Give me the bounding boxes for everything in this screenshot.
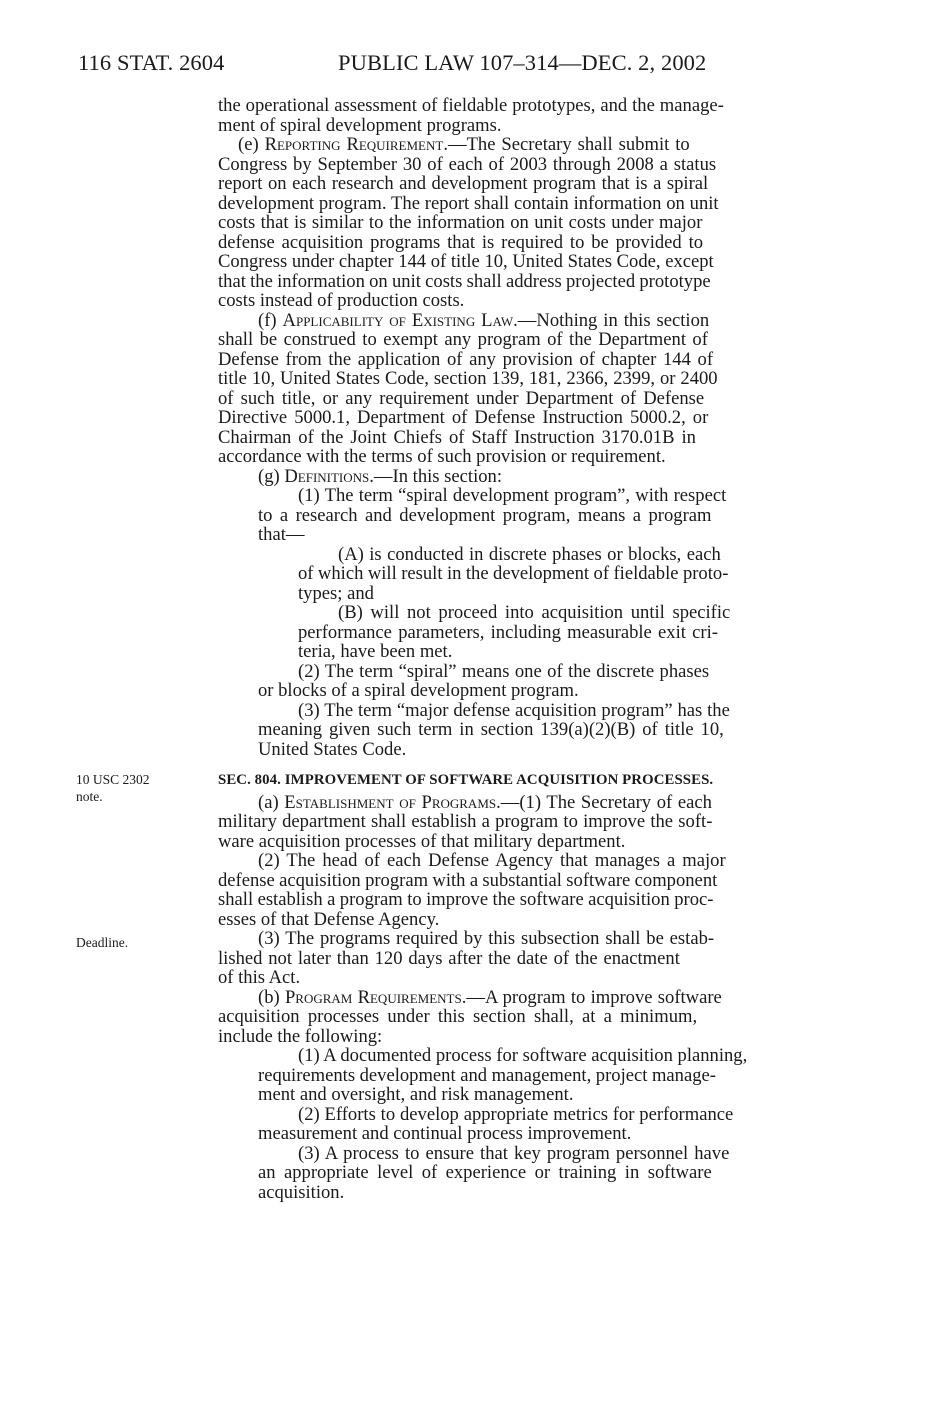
page-body — [218, 96, 843, 1202]
subsection-804b-caption: Program Requirements. — [284, 986, 467, 1008]
text-line: Congress by September 30 of each of 2003 through 2008 a status — [218, 153, 717, 175]
text-line: esses of that Defense Agency. — [218, 908, 440, 930]
text-line: report on each research and development program that is a spiral — [218, 173, 709, 194]
text-line: costs instead of production costs. — [218, 290, 465, 311]
text-line: shall establish a program to improve the software acquisition proc- — [218, 889, 714, 910]
text-line: to a research and development program, means a program — [258, 504, 712, 526]
text-line: (3) A process to ensure that key program personnel have — [298, 1142, 730, 1164]
subsection-f-heading — [218, 311, 843, 331]
text-line: defense acquisition programs that is required to be provided to — [218, 231, 704, 253]
text-line: development program. The report shall contain information on unit — [218, 192, 719, 214]
text-line: title 10, United States Code, section 139, 181, 2366, 2399, or 2400 — [218, 368, 718, 389]
text-line: performance parameters, including measurable exit cri- — [298, 621, 718, 643]
text-line: measurement and continual process improvement. — [258, 1123, 632, 1144]
subsection-g-prefix: (g) — [258, 465, 285, 487]
text-line: include the following: — [218, 1025, 383, 1047]
text-line: (2) The term “spiral” means one of the discrete phases — [298, 660, 710, 682]
subsection-804b-text: —A program to improve software — [466, 986, 722, 1008]
text-line: (3) The term “major defense acquisition program” has the — [298, 699, 730, 721]
subsection-e-text: —The Secretary shall submit to — [447, 134, 690, 155]
text-line: Defense from the application of any provision of chapter 144 of — [218, 348, 714, 370]
text-line: (1) A documented process for software acquisition planning, — [298, 1045, 748, 1066]
subsection-e-caption: Reporting Requirement. — [264, 134, 448, 155]
subsection-804b-prefix: (b) — [258, 986, 285, 1008]
subsection-804b-heading — [218, 988, 843, 1008]
text-line: requirements development and management, project manage- — [258, 1064, 716, 1086]
subsection-g-caption: Definitions. — [284, 465, 374, 487]
page-number: 116 STAT. 2604 — [78, 50, 225, 75]
subsection-e-heading — [218, 135, 843, 155]
text-line: that the information on unit costs shall address projected prototype — [218, 270, 711, 292]
text-line: Congress under chapter 144 of title 10, United States Code, except — [218, 251, 714, 272]
text-line: ment and oversight, and risk management. — [258, 1084, 574, 1105]
text-line: military department shall establish a program to improve the soft- — [218, 811, 713, 832]
text-line: United States Code. — [258, 738, 407, 760]
subsection-f-text: —Nothing in this section — [517, 309, 710, 331]
text-line: (2) Efforts to develop appropriate metrics for performance — [298, 1103, 734, 1125]
text-line: an appropriate level of experience or training in software — [258, 1162, 712, 1183]
margin-note-deadline: Deadline. — [76, 935, 129, 950]
margin-note-line: note. — [76, 789, 103, 804]
text-line: of such title, or any requirement under Department of Defense — [218, 387, 705, 409]
subsection-804a-text: —(1) The Secretary of each — [500, 791, 712, 813]
text-line: types; and — [298, 582, 374, 604]
running-header: PUBLIC LAW 107–314—DEC. 2, 2002 — [338, 50, 707, 75]
text-line: meaning given such term in section 139(a)(2)(B) of title 10, — [258, 719, 724, 740]
text-line: (1) The term “spiral development program”, with respect — [298, 485, 727, 506]
section-804-heading: SEC. 804. IMPROVEMENT OF SOFTWARE ACQUISITION PROCESSES. — [218, 772, 714, 788]
text-line: (3) The programs required by this subsection shall be estab- — [258, 928, 715, 949]
text-line: or blocks of a spiral development program. — [258, 680, 579, 701]
subsection-e-prefix: (e) — [238, 134, 265, 155]
subsection-804a-caption: Establishment of Programs. — [284, 791, 501, 813]
text-line: teria, have been met. — [298, 641, 453, 662]
subsection-g-heading — [218, 467, 843, 487]
margin-note-usc — [76, 771, 150, 805]
subsection-f-prefix: (f) — [258, 309, 283, 331]
text-line: lished not later than 120 days after the date of the enactment — [218, 947, 680, 969]
text-line: Directive 5000.1, Department of Defense Instruction 5000.2, or — [218, 407, 709, 428]
text-line: of this Act. — [218, 967, 301, 988]
text-line: ware acquisition processes of that military department. — [218, 830, 626, 852]
text-line: defense acquisition program with a substantial software component — [218, 869, 718, 891]
text-line: of which will result in the development of fieldable proto- — [298, 563, 729, 584]
subsection-g-text: —In this section: — [373, 465, 502, 487]
text-line: ment of spiral development programs. — [218, 114, 502, 136]
text-line: shall be construed to exempt any program of the Department of — [218, 329, 708, 350]
text-line: Chairman of the Joint Chiefs of Staff Instruction 3170.01B in — [218, 426, 696, 448]
text-line: (B) will not proceed into acquisition until specific — [338, 602, 731, 623]
text-line: costs that is similar to the information on unit costs under major — [218, 212, 703, 233]
text-line: (A) is conducted in discrete phases or blocks, each — [338, 543, 721, 565]
text-line: acquisition. — [258, 1181, 345, 1203]
text-line: acquisition processes under this section shall, at a minimum, — [218, 1006, 698, 1027]
text-line: accordance with the terms of such provision or requirement. — [218, 446, 666, 467]
text-line: (2) The head of each Defense Agency that manages a major — [258, 850, 726, 871]
subsection-804a-heading — [218, 793, 843, 813]
text-line: the operational assessment of fieldable prototypes, and the manage- — [218, 95, 724, 116]
subsection-f-caption: Applicability of Existing Law. — [282, 309, 518, 331]
subsection-804a-prefix: (a) — [258, 791, 285, 813]
text-line: that— — [258, 524, 305, 545]
margin-note-line: 10 USC 2302 — [76, 772, 150, 787]
